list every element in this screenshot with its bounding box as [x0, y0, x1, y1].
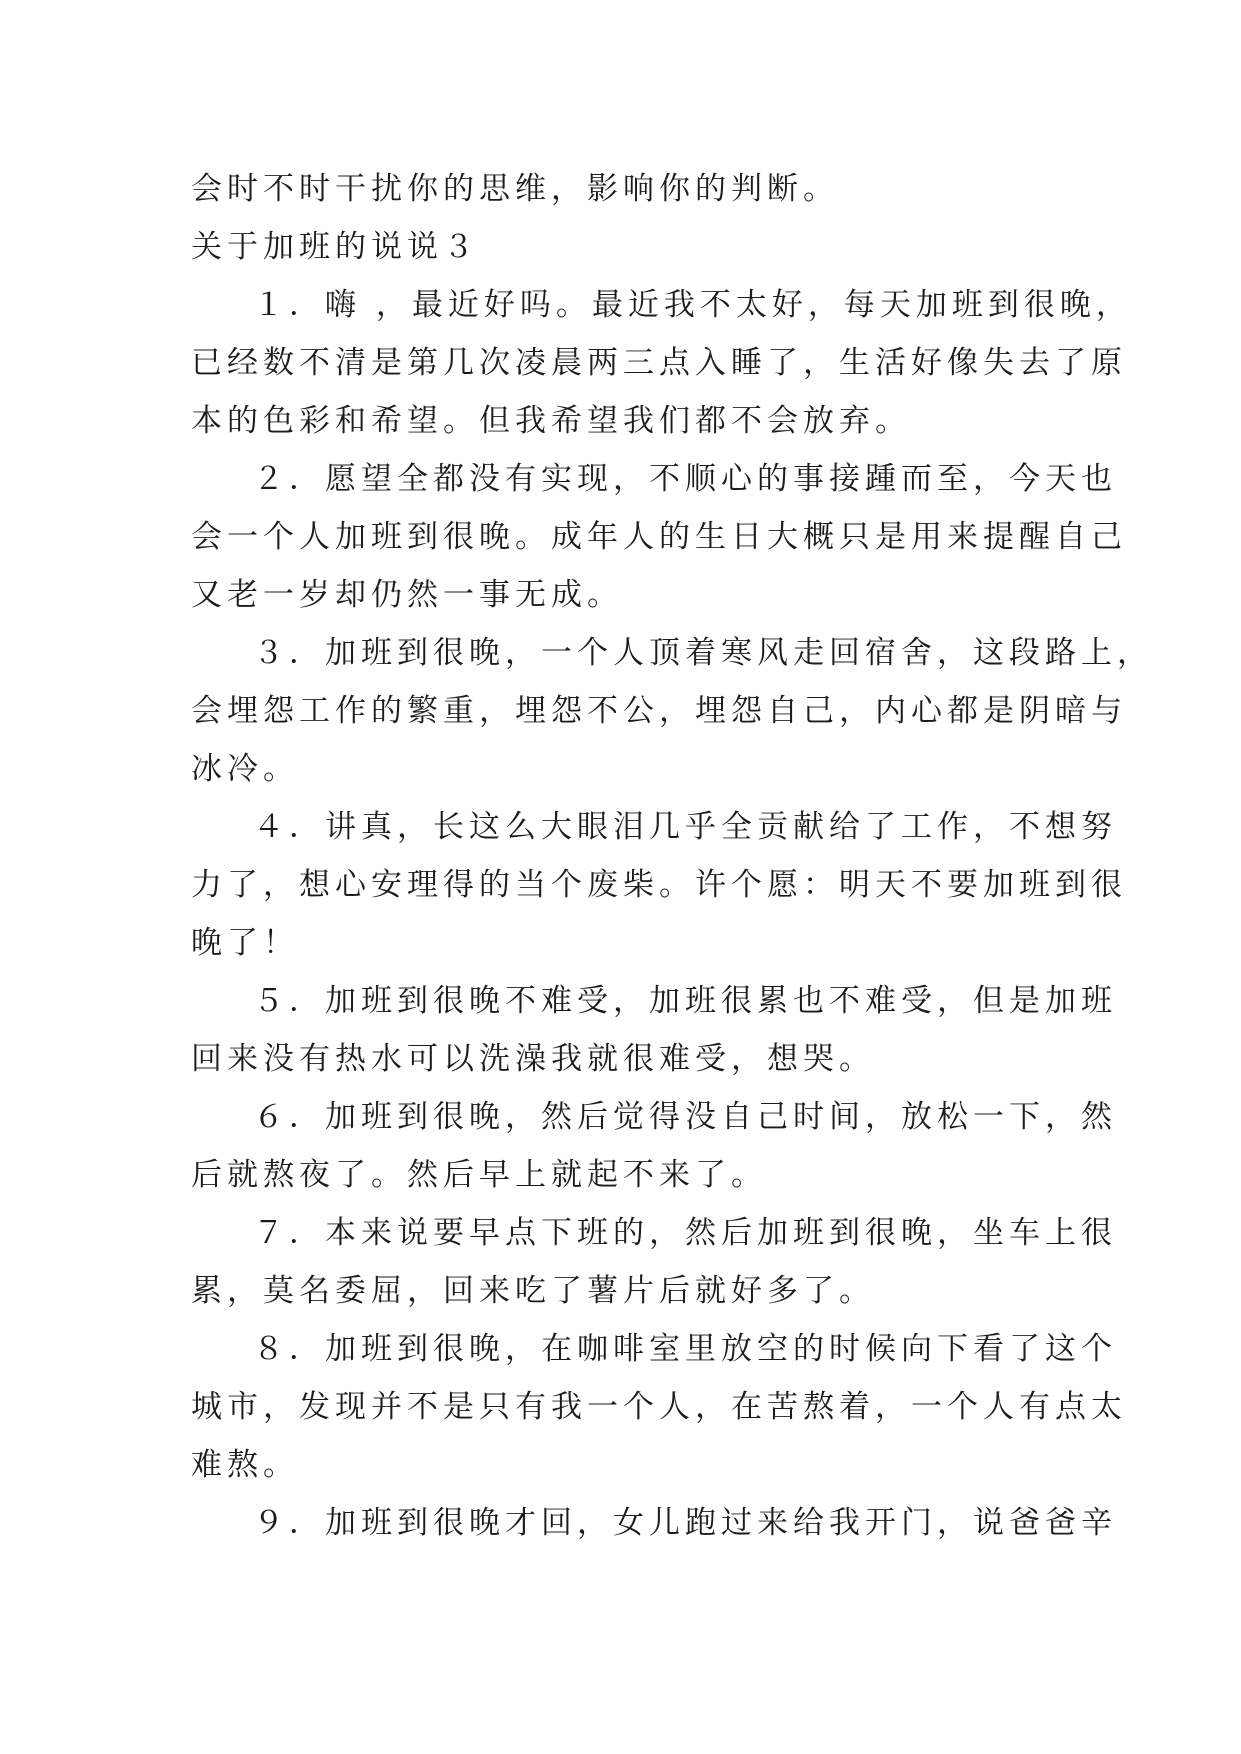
- text-line: 城市，发现并不是只有我一个人，在苦熬着，一个人有点太: [191, 1389, 1127, 1425]
- text-line: 本的色彩和希望。但我希望我们都不会放弃。: [191, 403, 911, 439]
- text-line: ７．本来说要早点下班的，然后加班到很晚，坐车上很: [253, 1215, 1117, 1251]
- text-line: 已经数不清是第几次凌晨两三点入睡了，生活好像失去了原: [191, 345, 1127, 381]
- text-line: 会埋怨工作的繁重，埋怨不公，埋怨自己，内心都是阴暗与: [191, 693, 1127, 729]
- text-line: 难熬。: [191, 1447, 299, 1483]
- text-line: 回来没有热水可以洗澡我就很难受，想哭。: [191, 1041, 875, 1077]
- text-line: 会一个人加班到很晚。成年人的生日大概只是用来提醒自己: [191, 519, 1127, 555]
- text-line: 累，莫名委屈，回来吃了薯片后就好多了。: [191, 1273, 875, 1309]
- text-line: 冰冷。: [191, 751, 299, 787]
- text-line: ６．加班到很晚，然后觉得没自己时间，放松一下，然: [253, 1099, 1117, 1135]
- text-line: ８．加班到很晚，在咖啡室里放空的时候向下看了这个: [253, 1331, 1117, 1367]
- text-line: 晚了！: [191, 925, 299, 961]
- section-heading: 关于加班的说说３: [191, 229, 479, 265]
- text-line: 后就熬夜了。然后早上就起不来了。: [191, 1157, 767, 1193]
- text-line: 又老一岁却仍然一事无成。: [191, 577, 623, 613]
- text-line: ５．加班到很晚不难受，加班很累也不难受，但是加班: [253, 983, 1117, 1019]
- text-line: ９．加班到很晚才回，女儿跑过来给我开门，说爸爸辛: [253, 1505, 1117, 1541]
- text-line: ３．加班到很晚，一个人顶着寒风走回宿舍，这段路上，: [253, 635, 1153, 671]
- text-line: １．嗨 ，最近好吗。最近我不太好，每天加班到很晚，: [253, 287, 1132, 323]
- text-line: ４．讲真，长这么大眼泪几乎全贡献给了工作，不想努: [253, 809, 1117, 845]
- text-line: 会时不时干扰你的思维，影响你的判断。: [191, 171, 839, 207]
- document-body: [191, 160, 1153, 1552]
- text-line: ２．愿望全都没有实现，不顺心的事接踵而至，今天也: [253, 461, 1117, 497]
- text-line: 力了，想心安理得的当个废柴。许个愿：明天不要加班到很: [191, 867, 1127, 903]
